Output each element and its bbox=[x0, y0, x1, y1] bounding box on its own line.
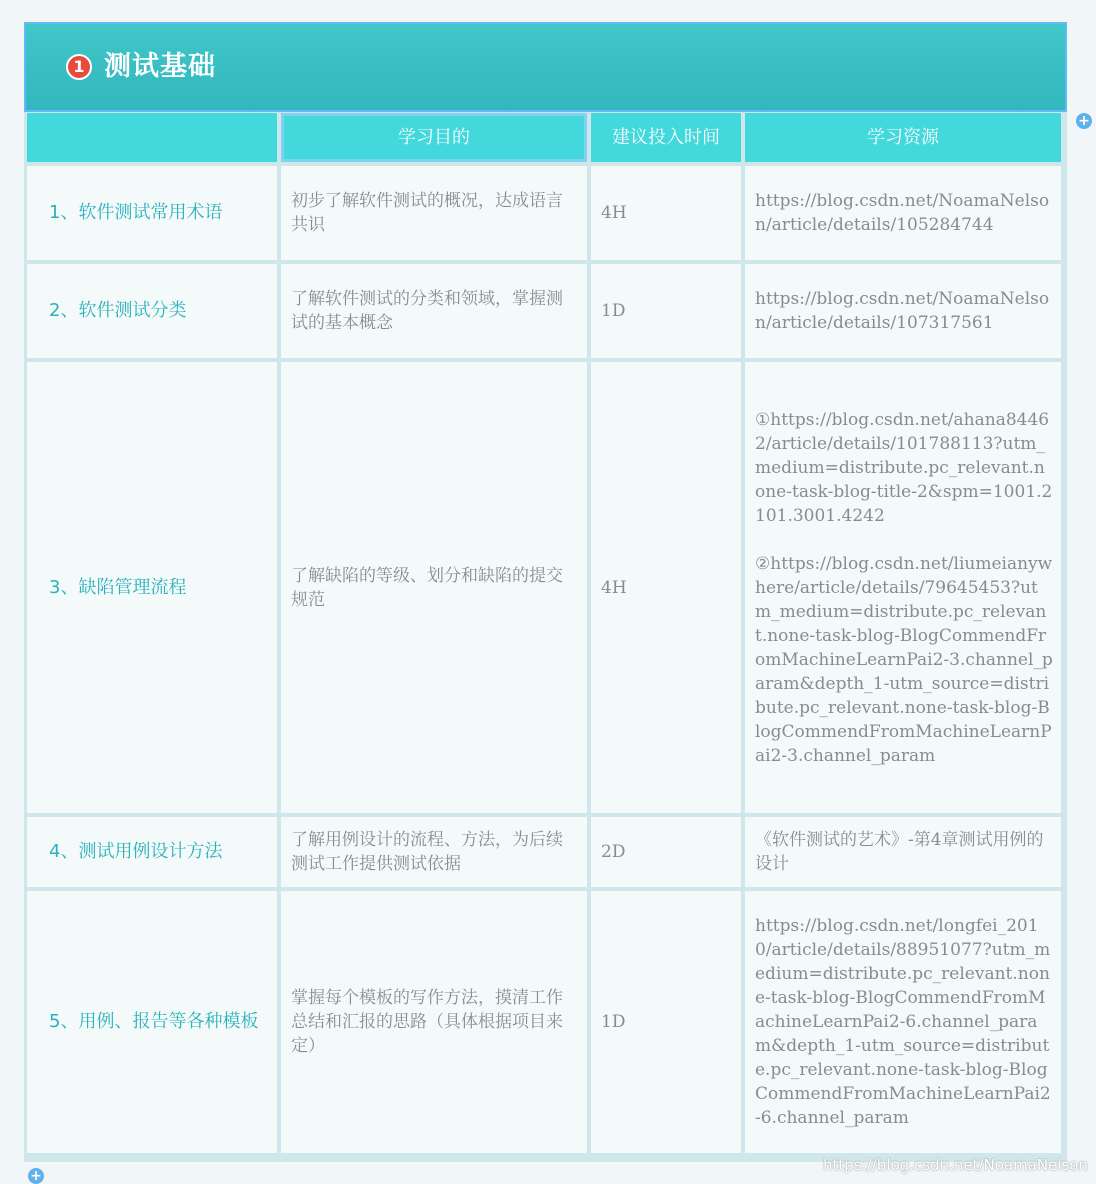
time-cell[interactable]: 4H bbox=[591, 166, 741, 260]
resource-link[interactable]: ①https://blog.csdn.net/ahana84462/article/details/101788113?utm_medium=distribute.pc_relevant.none-task-blog-title-2&spm=1001.2101.3001.4242 bbox=[755, 409, 1053, 526]
time-cell[interactable]: 1D bbox=[591, 264, 741, 358]
resource-cell[interactable] bbox=[745, 264, 1061, 358]
topic-cell[interactable]: 1、软件测试常用术语 bbox=[27, 166, 277, 260]
header-goal[interactable]: 学习目的 bbox=[281, 113, 587, 162]
header-row bbox=[27, 113, 1061, 162]
resource-cell[interactable] bbox=[745, 891, 1061, 1153]
number-badge-icon: 1 bbox=[66, 54, 92, 80]
topic-cell[interactable]: 4、测试用例设计方法 bbox=[27, 817, 277, 887]
goal-cell[interactable]: 了解软件测试的分类和领域，掌握测试的基本概念 bbox=[281, 264, 587, 358]
add-column-plus-icon[interactable]: + bbox=[1076, 113, 1092, 129]
section-title-bar bbox=[24, 22, 1067, 112]
topic-cell[interactable]: 2、软件测试分类 bbox=[27, 264, 277, 358]
resource-cell[interactable] bbox=[745, 817, 1061, 887]
table-row bbox=[27, 264, 1061, 358]
resource-link[interactable]: https://blog.csdn.net/longfei_2010/article/details/88951077?utm_medium=distribute.pc_relevant.none-task-blog-BlogCommendFromMachineLearnPai2-6.channel_param&depth_1-utm_source=distribute.pc_relevant.none-task-blog-BlogCommendFromMachineLearnPai2-6.channel_param bbox=[755, 916, 1051, 1128]
resource-link[interactable]: https://blog.csdn.net/NoamaNelson/article/details/107317561 bbox=[755, 289, 1050, 333]
time-cell[interactable]: 2D bbox=[591, 817, 741, 887]
table-row bbox=[27, 891, 1061, 1153]
table-row bbox=[27, 817, 1061, 887]
table-row bbox=[27, 166, 1061, 260]
add-row-plus-icon[interactable]: + bbox=[28, 1168, 44, 1184]
resource-cell[interactable] bbox=[745, 166, 1061, 260]
watermark: https://blog.csdn.net/NoamaNelson bbox=[823, 1156, 1088, 1174]
resource-link[interactable]: ②https://blog.csdn.net/liumeianywhere/article/details/79645453?utm_medium=distribute.pc_relevant.none-task-blog-BlogCommendFromMachineLearnPai2-3.channel_param&depth_1-utm_source=distribute.pc_relevant.none-task-blog-BlogCommendFromMachineLearnPai2-3.channel_param bbox=[755, 553, 1053, 766]
resource-link[interactable]: https://blog.csdn.net/NoamaNelson/article/details/105284744 bbox=[755, 191, 1050, 235]
header-resource[interactable]: 学习资源 bbox=[745, 113, 1061, 162]
goal-cell[interactable]: 掌握每个模板的写作方法，摸清工作总结和汇报的思路（具体根据项目来定） bbox=[281, 891, 587, 1153]
resource-text[interactable]: 《软件测试的艺术》-第4章测试用例的设计 bbox=[755, 830, 1044, 874]
goal-cell[interactable]: 了解缺陷的等级、划分和缺陷的提交规范 bbox=[281, 362, 587, 813]
header-topic[interactable] bbox=[27, 113, 277, 162]
section-title: 测试基础 bbox=[104, 51, 216, 82]
goal-cell[interactable]: 了解用例设计的流程、方法，为后续测试工作提供测试依据 bbox=[281, 817, 587, 887]
resource-cell[interactable] bbox=[745, 362, 1061, 813]
time-cell[interactable]: 1D bbox=[591, 891, 741, 1153]
topic-cell[interactable]: 5、用例、报告等各种模板 bbox=[27, 891, 277, 1153]
topic-cell[interactable]: 3、缺陷管理流程 bbox=[27, 362, 277, 813]
study-plan-table bbox=[23, 109, 1065, 1157]
goal-cell[interactable]: 初步了解软件测试的概况，达成语言共识 bbox=[281, 166, 587, 260]
table-row bbox=[27, 362, 1061, 813]
header-time[interactable]: 建议投入时间 bbox=[591, 113, 741, 162]
spacer bbox=[755, 528, 1053, 552]
time-cell[interactable]: 4H bbox=[591, 362, 741, 813]
